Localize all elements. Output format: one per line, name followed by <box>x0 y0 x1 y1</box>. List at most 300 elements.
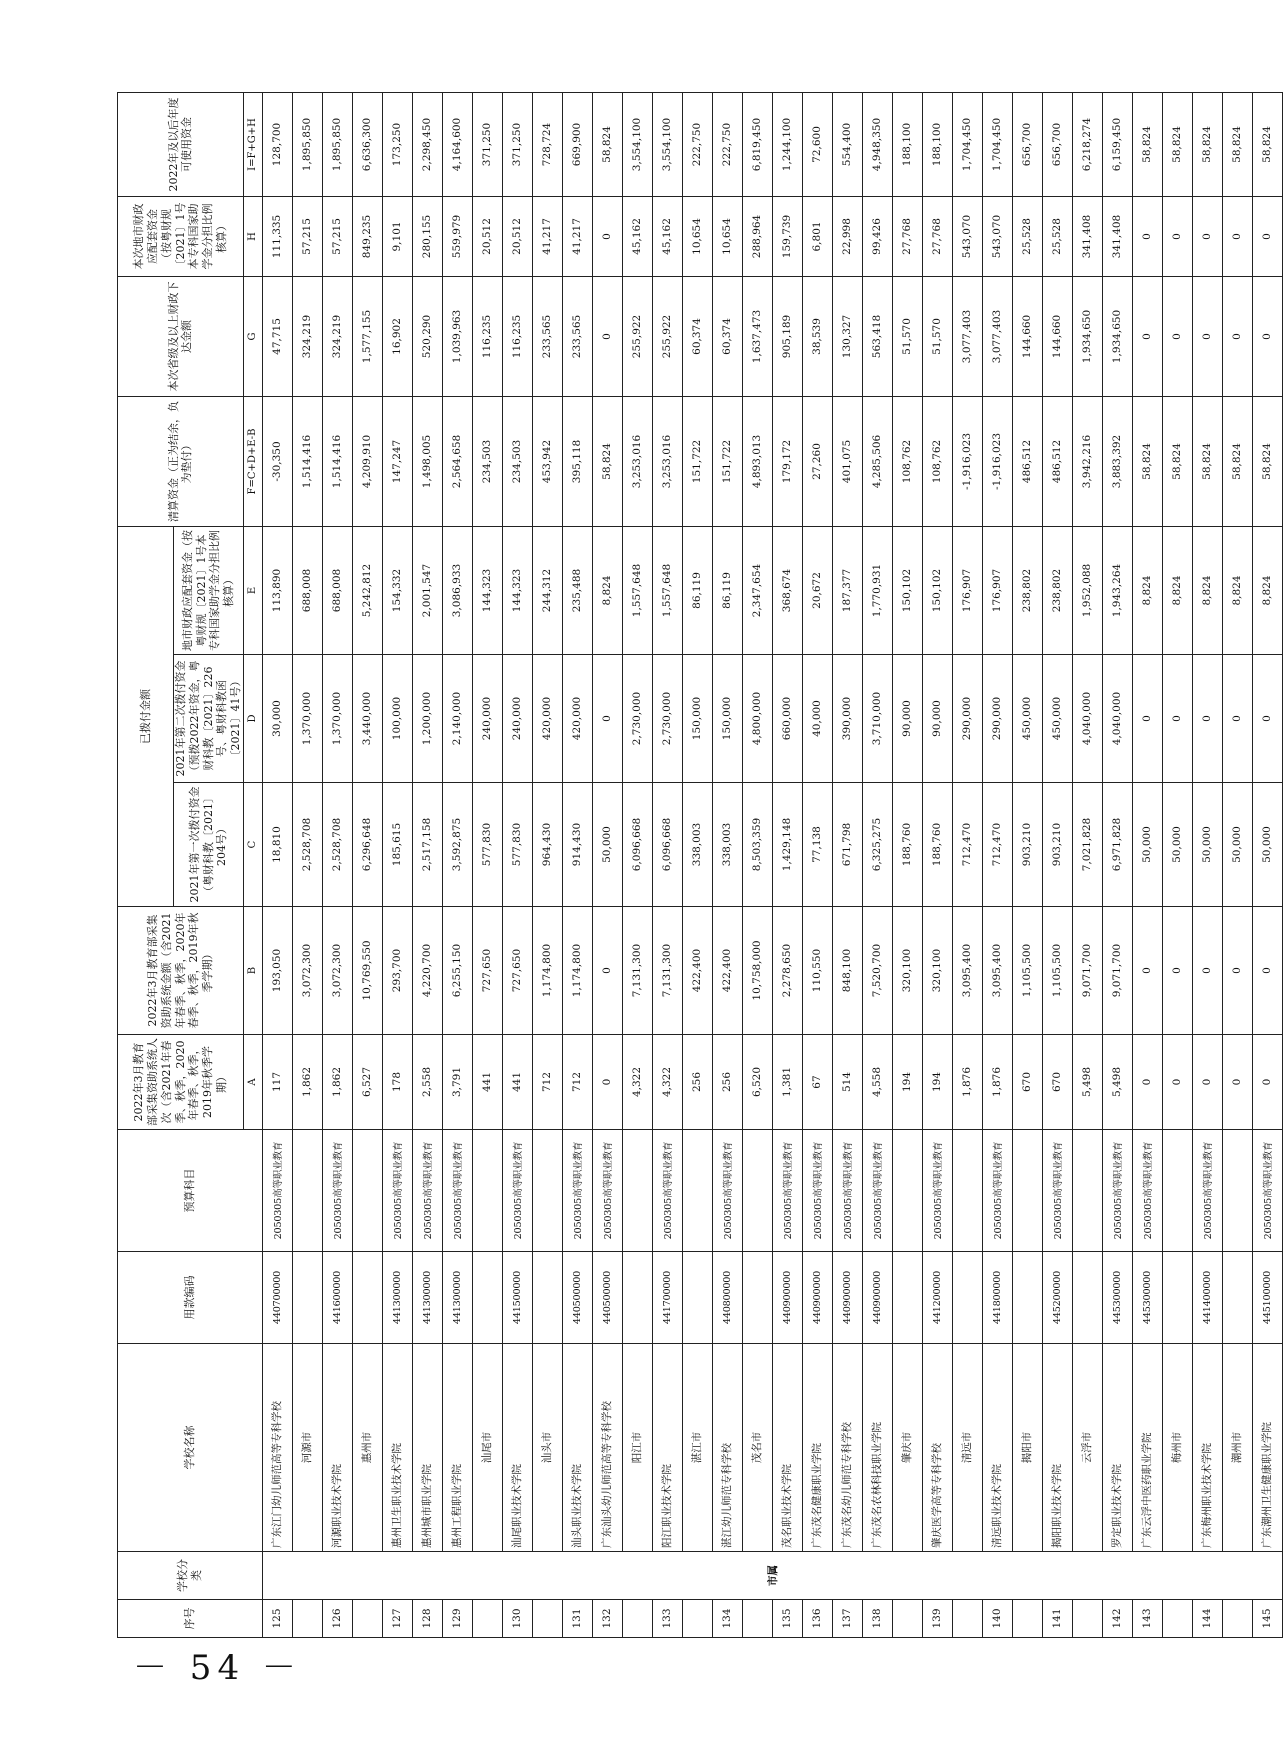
school-name: 清远职业技术学院 <box>982 1344 1012 1552</box>
cell-g: 16,902 <box>382 276 412 396</box>
cell-code <box>682 1252 712 1344</box>
cell-d: 290,000 <box>952 655 982 783</box>
row-seq <box>892 1600 922 1638</box>
region-subtotal-row <box>292 92 322 1637</box>
cell-d: 90,000 <box>892 655 922 783</box>
cell-g: 0 <box>1132 276 1162 396</box>
cell-a: 3,791 <box>442 1035 472 1130</box>
cell-d: 450,000 <box>1042 655 1072 783</box>
cell-i: 128,700 <box>262 92 292 196</box>
cell-f: 58,824 <box>1132 396 1162 526</box>
row-seq <box>532 1600 562 1638</box>
cell-b: 3,072,300 <box>322 907 352 1035</box>
cell-a: 4,322 <box>622 1035 652 1130</box>
cell-b: 422,400 <box>682 907 712 1035</box>
cell-g: 144,660 <box>1012 276 1042 396</box>
cell-h: 288,964 <box>742 196 772 276</box>
school-name: 罗定职业技术学院 <box>1102 1344 1132 1552</box>
cell-subj: 2050305高等职业教育 <box>562 1130 592 1252</box>
header-sub-h: H <box>243 196 262 276</box>
row-seq <box>472 1600 502 1638</box>
cell-code: 441400000 <box>1192 1252 1222 1344</box>
cell-subj <box>952 1130 982 1252</box>
cell-i: 4,164,600 <box>442 92 472 196</box>
header-sub-g: G <box>243 276 262 396</box>
cell-e: 1,557,648 <box>652 526 682 654</box>
region-subtotal-row <box>1222 92 1252 1637</box>
region-name: 云浮市 <box>1072 1344 1102 1552</box>
cell-d: 1,370,000 <box>322 655 352 783</box>
header-sub-d: D <box>243 655 262 783</box>
cell-c: 671,798 <box>832 783 862 907</box>
cell-b: 320,100 <box>922 907 952 1035</box>
cell-subj: 2050305高等职业教育 <box>712 1130 742 1252</box>
cell-c: 18,810 <box>262 783 292 907</box>
cell-d: 3,710,000 <box>862 655 892 783</box>
cell-g: 47,715 <box>262 276 292 396</box>
row-seq <box>352 1600 382 1638</box>
row-seq: 132 <box>592 1600 622 1638</box>
cell-b: 7,131,300 <box>652 907 682 1035</box>
cell-i: 58,824 <box>1252 92 1282 196</box>
cell-e: 238,802 <box>1042 526 1072 654</box>
cell-b: 0 <box>1222 907 1252 1035</box>
cell-d: 2,730,000 <box>652 655 682 783</box>
cell-subj: 2050305高等职业教育 <box>1192 1130 1222 1252</box>
cell-c: 3,592,875 <box>442 783 472 907</box>
cell-i: 1,244,100 <box>772 92 802 196</box>
cell-g: 3,077,403 <box>982 276 1012 396</box>
cell-subj: 2050305高等职业教育 <box>502 1130 532 1252</box>
cell-code: 441800000 <box>982 1252 1012 1344</box>
region-subtotal-row <box>352 92 382 1637</box>
cell-g: 60,374 <box>682 276 712 396</box>
cell-e: 238,802 <box>1012 526 1042 654</box>
cell-g: 233,565 <box>562 276 592 396</box>
cell-b: 3,095,400 <box>982 907 1012 1035</box>
table-row <box>382 92 412 1637</box>
cell-a: 0 <box>1222 1035 1252 1130</box>
cell-i: 669,900 <box>562 92 592 196</box>
cell-code: 440900000 <box>772 1252 802 1344</box>
cell-b: 0 <box>592 907 622 1035</box>
page-number: － 54 － <box>133 1648 302 1688</box>
cell-f: 486,512 <box>1012 396 1042 526</box>
cell-f: 58,824 <box>1192 396 1222 526</box>
cell-b: 3,072,300 <box>292 907 322 1035</box>
header-sub-b: B <box>243 907 262 1035</box>
cell-h: 0 <box>1222 196 1252 276</box>
cell-g: 144,660 <box>1042 276 1072 396</box>
row-seq: 130 <box>502 1600 532 1638</box>
cell-b: 9,071,700 <box>1102 907 1132 1035</box>
school-name: 揭阳职业技术学院 <box>1042 1344 1072 1552</box>
row-seq <box>742 1600 772 1638</box>
header-col-h: 本次地市财政应配套资金（按粤财规〔2021〕1号本专科国家助学金分担比例核算） <box>118 196 244 276</box>
cell-i: 58,824 <box>1132 92 1162 196</box>
school-name: 广东茂名健康职业学院 <box>802 1344 832 1552</box>
cell-h: 543,070 <box>982 196 1012 276</box>
cell-subj <box>1072 1130 1102 1252</box>
school-name: 阳江职业技术学院 <box>652 1344 682 1552</box>
region-name: 惠州市 <box>352 1344 382 1552</box>
cell-g: 130,327 <box>832 276 862 396</box>
row-seq: 133 <box>652 1600 682 1638</box>
cell-b: 0 <box>1192 907 1222 1035</box>
cell-a: 712 <box>532 1035 562 1130</box>
cell-c: 50,000 <box>1132 783 1162 907</box>
cell-e: 176,907 <box>952 526 982 654</box>
cell-subj: 2050305高等职业教育 <box>862 1130 892 1252</box>
cell-h: 45,162 <box>622 196 652 276</box>
region-name: 茂名市 <box>742 1344 772 1552</box>
cell-c: 2,517,158 <box>412 783 442 907</box>
cell-f: 147,247 <box>382 396 412 526</box>
cell-a: 4,322 <box>652 1035 682 1130</box>
region-name: 河源市 <box>292 1344 322 1552</box>
row-seq: 138 <box>862 1600 892 1638</box>
cell-a: 1,381 <box>772 1035 802 1130</box>
cell-h: 57,215 <box>292 196 322 276</box>
cell-d: 4,800,000 <box>742 655 772 783</box>
cell-h: 0 <box>1162 196 1192 276</box>
cell-i: 6,218,274 <box>1072 92 1102 196</box>
row-seq: 131 <box>562 1600 592 1638</box>
cell-h: 20,512 <box>472 196 502 276</box>
cell-subj: 2050305高等职业教育 <box>832 1130 862 1252</box>
table-row <box>1042 92 1072 1637</box>
cell-d: 240,000 <box>472 655 502 783</box>
cell-a: 256 <box>682 1035 712 1130</box>
region-name: 揭阳市 <box>1012 1344 1042 1552</box>
row-seq <box>622 1600 652 1638</box>
table-row <box>922 92 952 1637</box>
cell-a: 178 <box>382 1035 412 1130</box>
cell-a: 256 <box>712 1035 742 1130</box>
school-name: 广东梅州职业技术学院 <box>1192 1344 1222 1552</box>
cell-b: 1,174,800 <box>562 907 592 1035</box>
cell-i: 188,100 <box>922 92 952 196</box>
cell-h: 0 <box>1192 196 1222 276</box>
cell-b: 1,105,500 <box>1012 907 1042 1035</box>
cell-subj: 2050305高等职业教育 <box>322 1130 352 1252</box>
cell-e: 86,119 <box>712 526 742 654</box>
cell-f: 1,514,416 <box>322 396 352 526</box>
cell-code: 441300000 <box>442 1252 472 1344</box>
cell-g: 0 <box>1162 276 1192 396</box>
cell-i: 6,636,300 <box>352 92 382 196</box>
cell-code <box>532 1252 562 1344</box>
school-name: 惠州卫生职业技术学院 <box>382 1344 412 1552</box>
cell-c: 2,528,708 <box>292 783 322 907</box>
cell-h: 99,426 <box>862 196 892 276</box>
cell-c: 50,000 <box>1192 783 1222 907</box>
cell-i: 656,700 <box>1042 92 1072 196</box>
cell-subj <box>682 1130 712 1252</box>
region-subtotal-row <box>532 92 562 1637</box>
cell-subj <box>472 1130 502 1252</box>
cell-subj: 2050305高等职业教育 <box>412 1130 442 1252</box>
cell-f: 58,824 <box>1252 396 1282 526</box>
cell-code: 441600000 <box>322 1252 352 1344</box>
cell-c: 6,296,648 <box>352 783 382 907</box>
cell-c: 338,003 <box>712 783 742 907</box>
table-row <box>1102 92 1132 1637</box>
cell-subj: 2050305高等职业教育 <box>982 1130 1012 1252</box>
cell-code <box>1072 1252 1102 1344</box>
cell-subj: 2050305高等职业教育 <box>1102 1130 1132 1252</box>
cell-i: 1,704,450 <box>952 92 982 196</box>
cell-i: 1,895,850 <box>292 92 322 196</box>
cell-f: 3,253,016 <box>622 396 652 526</box>
cell-h: 0 <box>1132 196 1162 276</box>
cell-b: 727,650 <box>472 907 502 1035</box>
cell-h: 45,162 <box>652 196 682 276</box>
cell-f: 27,260 <box>802 396 832 526</box>
header-sub-e: E <box>243 526 262 654</box>
cell-d: 0 <box>1132 655 1162 783</box>
school-name: 湛江幼儿师范专科学校 <box>712 1344 742 1552</box>
cell-d: 150,000 <box>712 655 742 783</box>
cell-code: 445100000 <box>1252 1252 1282 1344</box>
header-sub-c: C <box>243 783 262 907</box>
cell-a: 194 <box>892 1035 922 1130</box>
school-name: 广东江门幼儿师范高等专科学校 <box>262 1344 292 1552</box>
table-row <box>262 92 292 1637</box>
cell-c: 185,615 <box>382 783 412 907</box>
cell-h: 41,217 <box>562 196 592 276</box>
cell-subj <box>742 1130 772 1252</box>
school-name: 汕尾职业技术学院 <box>502 1344 532 1552</box>
cell-c: 6,325,275 <box>862 783 892 907</box>
cell-d: 4,040,000 <box>1072 655 1102 783</box>
table-row <box>502 92 532 1637</box>
cell-e: 187,377 <box>832 526 862 654</box>
category-cell: 市属 <box>262 1552 1282 1600</box>
cell-a: 6,520 <box>742 1035 772 1130</box>
cell-code: 441500000 <box>502 1252 532 1344</box>
cell-code: 441300000 <box>412 1252 442 1344</box>
school-name: 广东茂名幼儿师范专科学校 <box>832 1344 862 1552</box>
region-subtotal-row <box>472 92 502 1637</box>
header-col-i: 2022年及以后年度可使用资金 <box>118 92 244 196</box>
row-seq: 127 <box>382 1600 412 1638</box>
table-row <box>982 92 1012 1637</box>
cell-e: 176,907 <box>982 526 1012 654</box>
cell-g: 1,934,650 <box>1102 276 1132 396</box>
cell-d: 290,000 <box>982 655 1012 783</box>
cell-e: 154,332 <box>382 526 412 654</box>
row-seq: 144 <box>1192 1600 1222 1638</box>
cell-a: 117 <box>262 1035 292 1130</box>
cell-e: 8,824 <box>1252 526 1282 654</box>
cell-subj <box>1012 1130 1042 1252</box>
school-name: 河源职业技术学院 <box>322 1344 352 1552</box>
cell-d: 30,000 <box>262 655 292 783</box>
cell-c: 188,760 <box>892 783 922 907</box>
cell-e: 8,824 <box>1162 526 1192 654</box>
cell-i: 72,600 <box>802 92 832 196</box>
cell-i: 728,724 <box>532 92 562 196</box>
cell-a: 5,498 <box>1102 1035 1132 1130</box>
region-subtotal-row <box>682 92 712 1637</box>
cell-subj: 2050305高等职业教育 <box>1132 1130 1162 1252</box>
school-name: 广东云浮中医药职业学院 <box>1132 1344 1162 1552</box>
cell-b: 193,050 <box>262 907 292 1035</box>
cell-f: 453,942 <box>532 396 562 526</box>
cell-c: 903,210 <box>1012 783 1042 907</box>
cell-code <box>352 1252 382 1344</box>
cell-g: 60,374 <box>712 276 742 396</box>
row-seq: 129 <box>442 1600 472 1638</box>
cell-f: 108,762 <box>892 396 922 526</box>
cell-code <box>742 1252 772 1344</box>
cell-e: 688,008 <box>322 526 352 654</box>
cell-e: 144,323 <box>472 526 502 654</box>
cell-h: 25,528 <box>1012 196 1042 276</box>
cell-g: 324,219 <box>292 276 322 396</box>
cell-d: 0 <box>1192 655 1222 783</box>
cell-d: 90,000 <box>922 655 952 783</box>
row-seq: 128 <box>412 1600 442 1638</box>
cell-b: 293,700 <box>382 907 412 1035</box>
cell-b: 10,769,550 <box>352 907 382 1035</box>
cell-f: 151,722 <box>712 396 742 526</box>
table-row <box>832 92 862 1637</box>
region-subtotal-row <box>1162 92 1192 1637</box>
cell-a: 670 <box>1012 1035 1042 1130</box>
cell-code: 445300000 <box>1132 1252 1162 1344</box>
cell-d: 150,000 <box>682 655 712 783</box>
cell-b: 1,174,800 <box>532 907 562 1035</box>
header-subject: 预算科目 <box>118 1130 263 1252</box>
cell-f: 486,512 <box>1042 396 1072 526</box>
cell-i: 222,750 <box>712 92 742 196</box>
cell-g: 1,577,155 <box>352 276 382 396</box>
cell-i: 222,750 <box>682 92 712 196</box>
table-row <box>412 92 442 1637</box>
cell-b: 7,131,300 <box>622 907 652 1035</box>
cell-h: 41,217 <box>532 196 562 276</box>
cell-d: 450,000 <box>1012 655 1042 783</box>
cell-b: 727,650 <box>502 907 532 1035</box>
row-seq <box>952 1600 982 1638</box>
cell-f: 1,514,416 <box>292 396 322 526</box>
cell-e: 8,824 <box>1222 526 1252 654</box>
cell-e: 1,943,264 <box>1102 526 1132 654</box>
cell-subj <box>892 1130 922 1252</box>
table-row <box>1132 92 1162 1637</box>
table-row <box>862 92 892 1637</box>
region-name: 肇庆市 <box>892 1344 922 1552</box>
cell-e: 1,557,648 <box>622 526 652 654</box>
cell-code <box>292 1252 322 1344</box>
row-seq <box>1012 1600 1042 1638</box>
row-seq: 141 <box>1042 1600 1072 1638</box>
cell-i: 371,250 <box>502 92 532 196</box>
cell-code <box>1162 1252 1192 1344</box>
cell-subj <box>1162 1130 1192 1252</box>
cell-e: 688,008 <box>292 526 322 654</box>
row-seq: 137 <box>832 1600 862 1638</box>
cell-i: 58,824 <box>592 92 622 196</box>
school-name: 惠州工程职业学院 <box>442 1344 472 1552</box>
row-seq: 143 <box>1132 1600 1162 1638</box>
cell-subj <box>1222 1130 1252 1252</box>
cell-code: 440900000 <box>832 1252 862 1344</box>
school-name: 广东潮州卫生健康职业学院 <box>1252 1344 1282 1552</box>
cell-subj <box>292 1130 322 1252</box>
cell-a: 0 <box>1162 1035 1192 1130</box>
cell-a: 0 <box>1192 1035 1222 1130</box>
cell-c: 964,430 <box>532 783 562 907</box>
cell-a: 0 <box>1132 1035 1162 1130</box>
cell-b: 0 <box>1162 907 1192 1035</box>
cell-f: 395,118 <box>562 396 592 526</box>
cell-h: 6,801 <box>802 196 832 276</box>
cell-c: 2,528,708 <box>322 783 352 907</box>
cell-h: 27,768 <box>892 196 922 276</box>
cell-i: 2,298,450 <box>412 92 442 196</box>
cell-c: 188,760 <box>922 783 952 907</box>
cell-d: 1,370,000 <box>292 655 322 783</box>
cell-d: 0 <box>1252 655 1282 783</box>
cell-code: 440900000 <box>802 1252 832 1344</box>
cell-b: 1,105,500 <box>1042 907 1072 1035</box>
cell-a: 5,498 <box>1072 1035 1102 1130</box>
cell-c: 50,000 <box>1162 783 1192 907</box>
region-name: 湛江市 <box>682 1344 712 1552</box>
cell-b: 10,758,000 <box>742 907 772 1035</box>
cell-f: 3,942,216 <box>1072 396 1102 526</box>
cell-h: 27,768 <box>922 196 952 276</box>
cell-e: 5,242,812 <box>352 526 382 654</box>
cell-c: 50,000 <box>1252 783 1282 907</box>
row-seq: 126 <box>322 1600 352 1638</box>
cell-a: 194 <box>922 1035 952 1130</box>
cell-g: 0 <box>1192 276 1222 396</box>
cell-a: 6,527 <box>352 1035 382 1130</box>
header-code: 用款编码 <box>118 1252 263 1344</box>
row-seq: 125 <box>262 1600 292 1638</box>
cell-d: 420,000 <box>562 655 592 783</box>
row-seq <box>1222 1600 1252 1638</box>
cell-h: 20,512 <box>502 196 532 276</box>
cell-a: 441 <box>502 1035 532 1130</box>
cell-i: 3,554,100 <box>652 92 682 196</box>
cell-h: 341,408 <box>1102 196 1132 276</box>
cell-g: 116,235 <box>472 276 502 396</box>
region-name: 清远市 <box>952 1344 982 1552</box>
cell-f: -1,916,023 <box>982 396 1012 526</box>
region-subtotal-row <box>952 92 982 1637</box>
cell-d: 100,000 <box>382 655 412 783</box>
cell-h: 9,101 <box>382 196 412 276</box>
cell-d: 3,440,000 <box>352 655 382 783</box>
cell-e: 86,119 <box>682 526 712 654</box>
cell-h: 10,654 <box>712 196 742 276</box>
cell-code <box>952 1252 982 1344</box>
cell-c: 903,210 <box>1042 783 1072 907</box>
cell-code: 440700000 <box>262 1252 292 1344</box>
cell-c: 6,096,668 <box>622 783 652 907</box>
cell-code: 440500000 <box>592 1252 622 1344</box>
header-paid-group: 已拨付金额 <box>118 526 174 906</box>
cell-g: 0 <box>1222 276 1252 396</box>
cell-c: 577,830 <box>502 783 532 907</box>
cell-i: 6,159,450 <box>1102 92 1132 196</box>
region-name: 汕尾市 <box>472 1344 502 1552</box>
